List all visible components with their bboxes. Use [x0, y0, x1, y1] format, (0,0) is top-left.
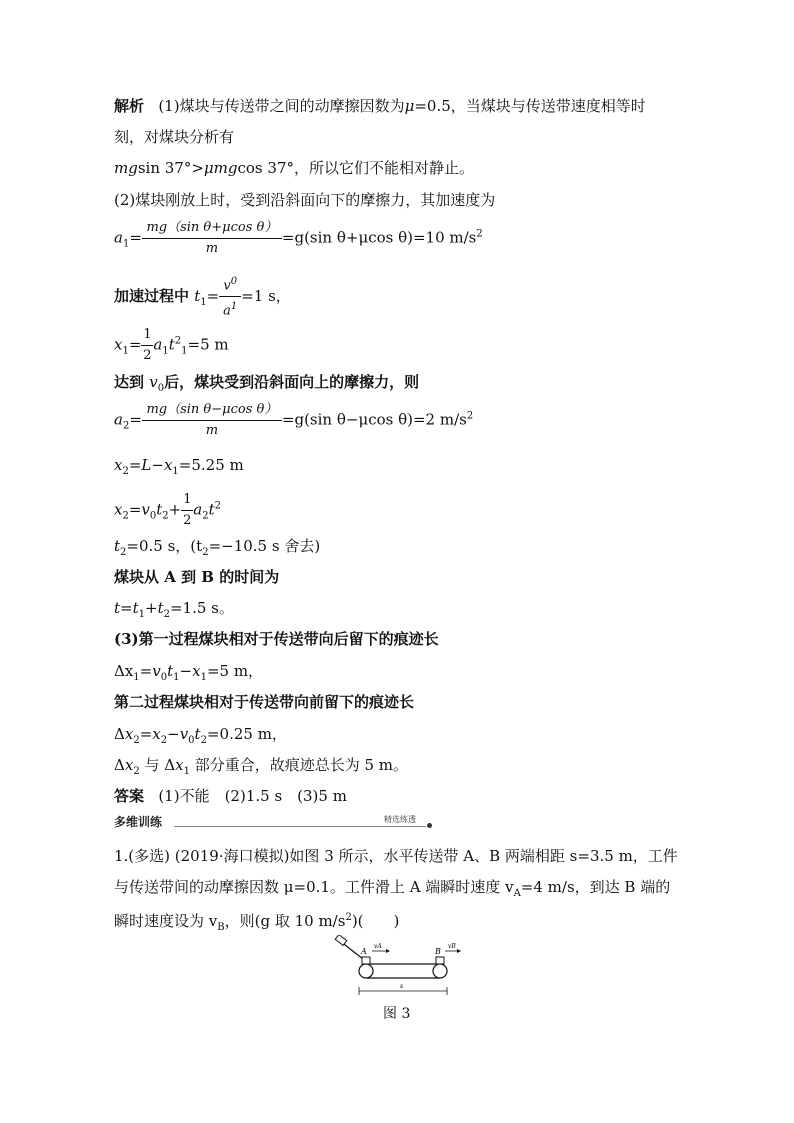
- text: 瞬时速度设为 v: [114, 912, 218, 930]
- text: Δx: [114, 662, 134, 680]
- text: ，则(g 取 10 m/s: [224, 912, 346, 930]
- solution-line-part3b: [114, 692, 414, 712]
- fraction: [219, 272, 241, 322]
- formula-a2: $a_2=$ $\frac{\text{mg（sin θ−μcos θ）}}{m}$ =g(sin θ−μcos θ)=2 $m/s^2$: [114, 400, 473, 441]
- text: a: [223, 303, 231, 319]
- text: =1.5 s。: [169, 599, 234, 617]
- text: =5.25 m: [178, 456, 244, 474]
- label-b: B: [435, 947, 441, 956]
- text: A、B 两端相距 s=3.5 m，工件: [463, 847, 678, 865]
- denominator: 2: [143, 348, 152, 363]
- text: =0.25 m，: [206, 725, 287, 743]
- denominator: m: [205, 423, 219, 438]
- text: 1: [122, 345, 129, 357]
- conveyor-figure: [334, 935, 464, 1003]
- mu-symbol: μ: [404, 97, 415, 115]
- text: cos 37°，所以它们不能相对静止。: [237, 159, 474, 177]
- text: 与: [144, 756, 165, 774]
- text: 加速过程中: [114, 286, 195, 305]
- solution-line-reach: [114, 372, 419, 399]
- text: t: [194, 286, 201, 305]
- text: 0: [157, 383, 165, 394]
- text: 1: [122, 238, 130, 250]
- text: 2: [466, 410, 474, 422]
- formula-x2-a: $x_2=L-x_1=5.25$ m: [114, 456, 244, 477]
- solution-label: 解析: [114, 97, 145, 115]
- label-s: s: [400, 983, 404, 990]
- formula-dx2: $\Delta x_2=x_2-v_0t_2=0.25$ m，: [114, 725, 287, 746]
- banner-dot-icon: [427, 823, 432, 828]
- text: sin 37°>: [137, 159, 204, 177]
- text: 煤块从 A 到 B 的时间为: [114, 568, 280, 586]
- formula-t1: 加速过程中 $t_1=$ $\frac{v^0}{a^1}$ =1 s，: [114, 272, 291, 322]
- text: 刻，对煤块分析有: [114, 128, 235, 146]
- banner-divider: [174, 826, 426, 827]
- text: )( ): [351, 912, 400, 930]
- solution-line-4: [114, 190, 495, 210]
- denominator: m: [205, 241, 219, 256]
- fraction: [142, 218, 282, 259]
- banner-title: 多维训练: [114, 815, 163, 829]
- text: =−10.5 s 舍去): [208, 537, 321, 555]
- text: 后，煤块受到沿斜面向上的摩擦力，则: [164, 373, 420, 391]
- text: =1 s，: [241, 286, 291, 305]
- formula-dx1: $\Delta x_1=v_0t_1-x_1=5$ m，: [114, 662, 264, 683]
- numerator: mg（sin θ+μcos θ）: [146, 220, 278, 235]
- fraction: [141, 325, 153, 366]
- solution-line-3: [114, 158, 474, 178]
- text: 与传送带间的动摩擦因数 μ=0.1。工件滑上 A 端瞬时速度 v: [114, 878, 514, 896]
- text: x: [114, 335, 123, 354]
- label-va: vA: [374, 943, 382, 950]
- text: a: [114, 228, 123, 247]
- problem-line-2: [114, 877, 670, 904]
- solution-line-1: [114, 96, 646, 116]
- text: =4 m/s，到达 B 端的: [520, 878, 671, 896]
- text: mg: [114, 159, 138, 177]
- text: =5 m: [187, 335, 229, 354]
- problem-line-3: 瞬时速度设为 $v_B$，则(g 取 10 $m/s^2$)( ): [114, 912, 400, 933]
- label-a: A: [361, 947, 367, 956]
- conveyor-diagram: [334, 935, 464, 999]
- text: 1: [230, 301, 238, 313]
- text: 1.(多选) (2019·海口模拟)如图 3 所示，水平传送带: [114, 847, 464, 865]
- text: 1: [200, 296, 207, 308]
- text: =5 m，: [206, 662, 264, 680]
- text: μmg: [203, 159, 238, 177]
- numerator: 1: [143, 327, 152, 342]
- text: (2)煤块刚放上时，受到沿斜面向下的摩擦力，其加速度为: [114, 191, 496, 209]
- text: (3)第一过程煤块相对于传送带向后留下的痕迹长: [114, 630, 439, 648]
- label-vb: vB: [448, 943, 456, 950]
- banner-subtitle: 精选练透: [384, 815, 416, 824]
- text: =0.5，当煤块与传送带速度相等时: [414, 97, 646, 115]
- text: 0: [230, 276, 238, 287]
- text: v: [149, 373, 158, 391]
- text: =L−x: [128, 456, 173, 474]
- answer-label: 答案: [114, 787, 145, 805]
- formula-t2: $t_2=0.5$ s，($t_2=-10.5$ s 舍去): [114, 537, 321, 558]
- text: A: [513, 888, 521, 899]
- formula-total-time: $t=t_1+t_2=1.5$ s。: [114, 599, 234, 620]
- text: B: [217, 922, 225, 933]
- fraction: [142, 400, 282, 441]
- text: 2: [476, 228, 483, 240]
- formula-x2-b: $x_2=v_0t_2+$ $\frac{1}{2}$ $a_2t^2$: [114, 490, 221, 531]
- solution-line-2: [114, 127, 234, 147]
- answer-line: [114, 786, 347, 806]
- text: (1)煤块与传送带之间的动摩擦因数为: [158, 97, 405, 115]
- text: =g(sin θ−μcos θ)=2 m/s: [281, 410, 467, 429]
- text: 达到: [114, 373, 150, 391]
- solution-line-part3: [114, 629, 439, 649]
- answer-text: (1)不能 (2)1.5 s (3)5 m: [158, 787, 347, 805]
- problem-line-1: [114, 846, 678, 866]
- text: t=t: [114, 599, 139, 617]
- text: =g(sin θ+μcos θ)=10 m/s: [281, 228, 477, 247]
- solution-line-overlap: $\Delta x_2$ 与 $\Delta x_1$ 部分重合，故痕迹总长为 5 m。: [114, 756, 409, 777]
- numerator: mg（sin θ−μcos θ）: [146, 402, 278, 417]
- solution-line-ab: [114, 567, 279, 587]
- fraction: $\frac{1}{2}$: [183, 492, 192, 528]
- text: v: [223, 278, 231, 294]
- formula-x1: $x_1=$ $\frac{1}{2}$ $a_1t^2_1=5$ m: [114, 325, 229, 366]
- text: =v: [128, 500, 150, 519]
- text: 部分重合，故痕迹总长为 5 m。: [194, 756, 409, 774]
- section-banner: [114, 815, 432, 829]
- figure-caption: 图 3: [383, 1006, 411, 1022]
- text: 第二过程煤块相对于传送带向前留下的痕迹长: [114, 693, 415, 711]
- text: =0.5 s，(t: [126, 537, 203, 555]
- text: +t: [145, 599, 164, 617]
- formula-a1: $a_1=$ $\frac{\text{mg（sin θ+μcos θ）}}{m}$ =g(sin θ+μcos θ)=10 $m/s^2$: [114, 218, 483, 259]
